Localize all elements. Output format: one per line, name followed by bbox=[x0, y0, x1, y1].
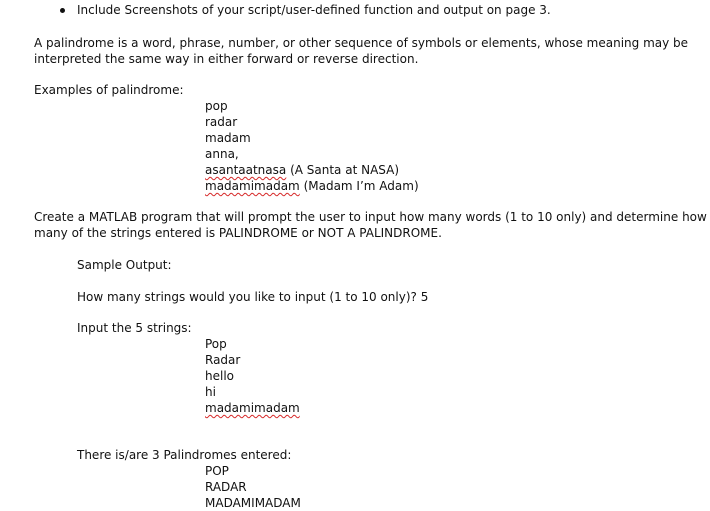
example-word: madam bbox=[205, 131, 251, 145]
example-word: pop bbox=[205, 99, 228, 113]
example-word-misspelled: madamimadam bbox=[205, 179, 300, 193]
sample-input-misspelled: madamimadam bbox=[205, 401, 300, 415]
definition-line-2: interpreted the same way in either forward or reverse direction. bbox=[34, 52, 419, 66]
example-note: (A Santa at NASA) bbox=[286, 163, 400, 177]
examples-heading: Examples of palindrome: bbox=[34, 83, 184, 97]
task-line-2: many of the strings entered is PALINDROME or NOT A PALINDROME. bbox=[34, 226, 442, 240]
sample-input-label: Input the 5 strings: bbox=[77, 321, 192, 335]
example-item bbox=[205, 178, 419, 194]
example-word: radar bbox=[205, 115, 238, 129]
bullet-icon bbox=[60, 8, 65, 13]
example-item bbox=[205, 98, 228, 114]
sample-input-item: Pop bbox=[205, 337, 227, 351]
sample-heading: Sample Output: bbox=[77, 258, 172, 272]
example-item bbox=[205, 146, 239, 162]
sample-result-item: RADAR bbox=[205, 480, 247, 494]
sample-prompt: How many strings would you like to input (1 to 10 only)? 5 bbox=[77, 290, 429, 304]
sample-result-item: POP bbox=[205, 464, 229, 478]
sample-input-item: hello bbox=[205, 369, 234, 383]
example-item bbox=[205, 130, 251, 146]
example-item bbox=[205, 162, 399, 178]
sample-input-item: Radar bbox=[205, 353, 241, 367]
instruction-bullet-text: Include Screenshots of your script/user-defined function and output on page 3. bbox=[77, 3, 551, 17]
task-line-1: Create a MATLAB program that will prompt the user to input how many words (1 to 10 only) and determine how bbox=[34, 210, 707, 224]
sample-input-item: hi bbox=[205, 385, 216, 399]
sample-input-item bbox=[205, 400, 300, 416]
example-word: anna, bbox=[205, 147, 239, 161]
example-note: (Madam I’m Adam) bbox=[299, 179, 419, 193]
sample-result-item: MADAMIMADAM bbox=[205, 496, 301, 510]
sample-result-label: There is/are 3 Palindromes entered: bbox=[77, 448, 292, 462]
definition-line-1: A palindrome is a word, phrase, number, or other sequence of symbols or elements, whose meaning may be bbox=[34, 36, 689, 50]
example-item bbox=[205, 114, 237, 130]
example-word-misspelled: asantaatnasa bbox=[205, 163, 287, 177]
